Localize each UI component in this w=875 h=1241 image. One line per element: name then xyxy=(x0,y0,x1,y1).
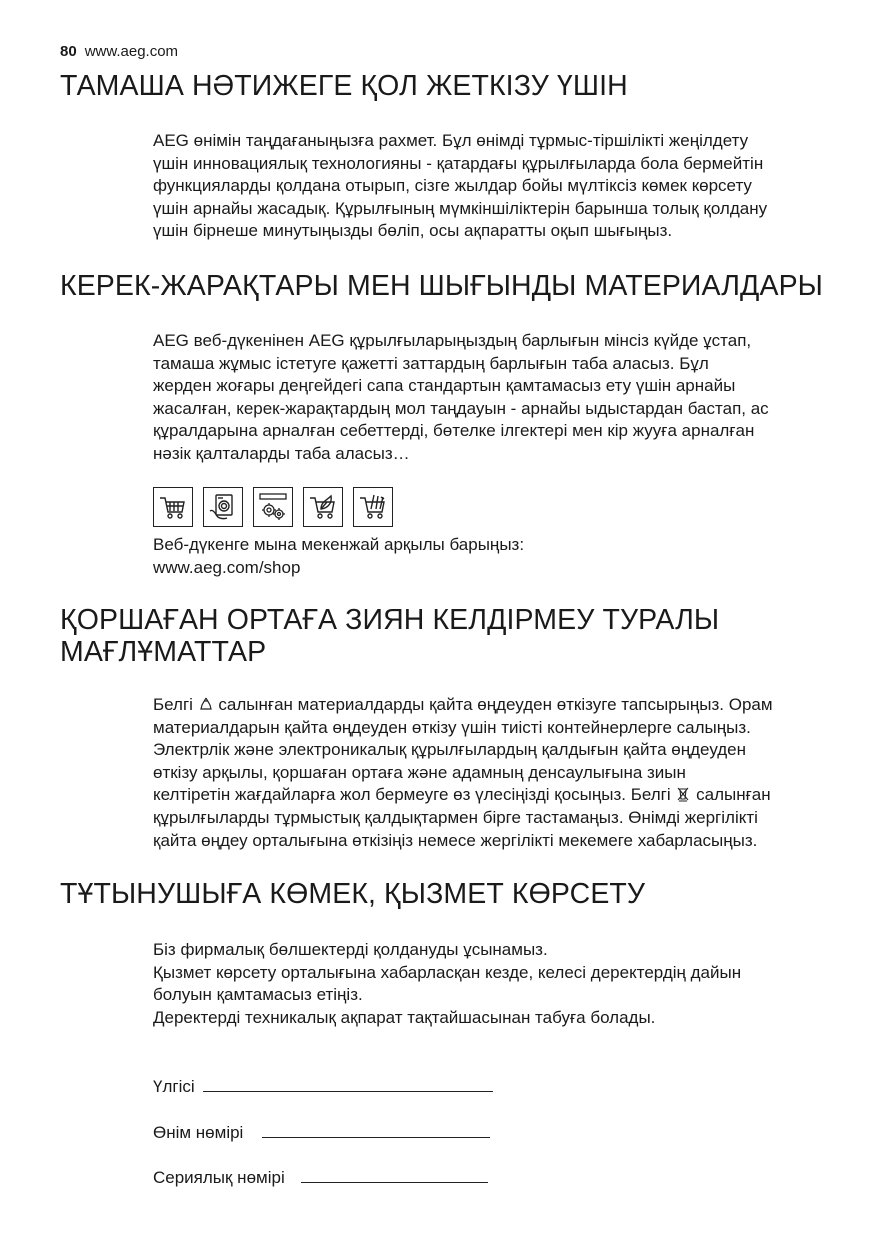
gears-icon xyxy=(253,487,293,527)
product-number-field: Өнім нөмірі xyxy=(153,1121,490,1144)
intro-paragraph: AEG өнімін таңдағаныңызға рахмет. Бұл өнімді тұрмыс-тіршілікті жеңілдету үшін инновациялық технологияны - қатардағы құрылғыларда бола бермейтін функцияларды қолдана отырып, сізге жылдар бойы мүлтіксіз көмек көрсету үшін арнайы жасадық. Құрылғының мүмкіншіліктерін барынша толық қолдану үшін бірнеше минутыңызды бөліп, осы ақпаратты оқып шығыңыз. xyxy=(153,131,768,241)
page-header xyxy=(60,43,178,60)
model-field: Үлгісі xyxy=(153,1075,493,1098)
recycle-icon xyxy=(198,696,214,712)
shop-paragraph: Веб-дүкенге мына мекенжай арқылы барыңыз: www.aeg.com/shop xyxy=(153,534,843,579)
section-title-accessories: КЕРЕК-ЖАРАҚТАРЫ МЕН ШЫҒЫНДЫ МАТЕРИАЛДАРЫ xyxy=(60,270,824,302)
model-blank[interactable] xyxy=(203,1075,493,1092)
environment-paragraph: Белгі салынған материалдарды қайта өңдеуден өткізуге тапсырыңыз. Орам материалдарын қайта өңдеуден өткізу үшін тиісті контейнерлерге салыңыз. Электрлік және электроникалық құрылғылардың қалдығын қайта өңдеуден өткізу арқылы, қоршаған ортаға және адамның денсаулығына зиын келтіретін жағдайларға жол бермеуге өз үлесіңізді қосыңыз. Белгі салынған құрылғыларды тұрмыстық қалдықтармен бірге тастамаңыз. Өнімді жергілікті қайта өңдеу орталығына өткізіңіз немесе жергілікті мекемеге хабарласыңыз. xyxy=(153,695,773,850)
shopping-cart-icon xyxy=(153,487,193,527)
cart-leaf-icon xyxy=(303,487,343,527)
shop-link[interactable]: www.aeg.com/shop xyxy=(153,557,301,577)
serial-number-blank[interactable] xyxy=(301,1166,488,1183)
accessories-paragraph: AEG веб-дүкенінен AEG құрылғыларыңыздың барлығын мінсіз күйде ұстап, тамаша жұмыс істетуге қажетті заттардың барлығын таба аласыз. Бұл жерден жоғары деңгейдегі сапа стандартын қамтамасыз ету үшін арнайы жасалған, керек-жарақтардың мол таңдауын - арнайы ыдыстардан бастап, ас құралдарына арналған себеттерді, бөтелке ілгектері мен кір жууға арналған нәзік қалталарды таба аласыз… xyxy=(153,331,769,463)
section-title-customer-care: ТҰТЫНУШЫҒА КӨМЕК, ҚЫЗМЕТ КӨРСЕТУ xyxy=(60,878,646,910)
customer-care-paragraph: Біз фирмалық бөлшектерді қолдануды ұсынамыз. Қызмет көрсету орталығына хабарласқан кезде, келесі деректердің дайын болуын қамтамасыз етіңіз. Деректерді техникалық ақпарат тақтайшасынан табуға болады. xyxy=(153,940,742,1027)
shop-icons-row xyxy=(153,487,393,527)
site-url: www.aeg.com xyxy=(84,43,179,60)
washing-machine-icon xyxy=(203,487,243,527)
section-title-best-results: ТАМАША НӘТИЖЕГЕ ҚОЛ ЖЕТКІЗУ ҮШІН xyxy=(60,70,628,102)
product-number-blank[interactable] xyxy=(262,1121,490,1138)
page-number: 80 xyxy=(60,43,77,60)
section-title-environment: ҚОРШАҒАН ОРТАҒА ЗИЯН КЕЛДІРМЕУ ТУРАЛЫ МАҒЛҰМАТТАР xyxy=(60,604,720,668)
serial-number-field: Сериялық нөмірі xyxy=(153,1166,488,1189)
cart-cutlery-icon xyxy=(353,487,393,527)
crossed-bin-icon xyxy=(675,786,691,802)
